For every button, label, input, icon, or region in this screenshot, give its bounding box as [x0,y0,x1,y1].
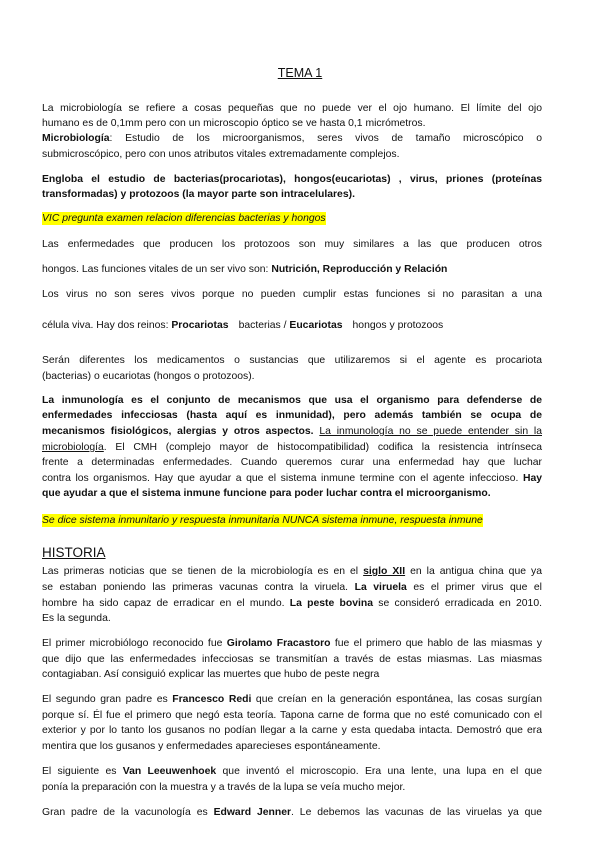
paragraph-virus: Los virus no son seres vivos porque no pueden cumplir estas funciones si no parasitan a una [42,289,542,300]
reinos-text: célula viva. Hay dos reinos: [42,320,172,331]
historia-p5-line1 [42,805,542,821]
highlight-note-2 [42,513,542,529]
reino-eucariotas: Eucariotas [289,320,343,331]
inmunologia-bold-7: que ayudar a que el sistema inmune funcione para poder luchar contra el microorganismo. [42,488,491,499]
h2-l1-a: El primer microbiólogo reconocido fue [42,638,227,649]
h1-l3-a: hombre ha sido capaz de erradicar en el mundo. [42,598,290,609]
la-viruela: La viruela [354,582,407,593]
inmunologia-underlined-2: microbiología [42,442,104,453]
la-peste-bovina: La peste bovina [289,598,374,609]
definition-text: : Estudio de los microorganismos, seres vivos de tamaño microscópico o [109,133,542,144]
girolamo-fracastoro: Girolamo Fracastoro [226,638,331,649]
inmunologia-bold-3: mecanismos fisiológicos, alergias y otros aspectos. [42,426,314,437]
engloba-text-2: transformadas) y protozoos (la mayor parte son intracelulares). [42,189,355,200]
historia-p1-line2 [42,580,542,596]
funciones-bold: Nutrición, Reproducción y Relación [271,264,448,275]
hay-bold: Hay [522,473,542,484]
h1-l2-a: se estaban poniendo las primeras vacunas contra la viruela. [42,582,355,593]
highlighted-text-1: VIC pregunta examen relacion diferencias bacterias y hongos [42,213,326,224]
paragraph-inmunologia-line4 [42,440,542,456]
page-title: TEMA 1 [277,66,323,80]
h4-l1-c: que inventó el microscopio. Era una lente, una lupa en el que [216,766,542,777]
h4-l1-a: El siguiente es [42,766,123,777]
paragraph-inmunologia-line5: frente a determinadas enfermedades. Cuando queremos curar una enfermedad hay que luchar [42,457,542,468]
inmunologia-underlined-1: La inmunología no se puede entender sin la [319,426,542,437]
paragraph-engloba-line1 [42,172,542,188]
historia-p3-line2: porque sí. Él fue el primero que negó esta teoría. Tapona carne de forma que no esté comunicado con el [42,710,542,721]
historia-p4-line1 [42,764,542,780]
historia-p2-line2: que dijo que las enfermedades infecciosas se transmitían a través de estas miasmas. Las miasmas [42,654,542,665]
historia-p1-line1 [42,564,542,580]
funciones-text: hongos. Las funciones vitales de un ser vivo son: [42,264,272,275]
eucariotas-desc: hongos y protozoos [352,320,444,331]
paragraph-reinos [42,318,542,334]
francesco-redi: Francesco Redi [172,694,252,705]
paragraph-protozoos: Las enfermedades que producen los protozoos son muy similares a las que producen otros [42,239,542,250]
h3-l1-c: que creían en la generación espontánea, las cosas surgían [251,694,542,705]
paragraph-medicamentos-line2: (bacterias) o eucariotas (hongos o protozoos). [42,371,255,382]
highlight-note-1 [42,211,542,227]
historia-p1-line3 [42,596,542,612]
h1-text-a: Las primeras noticias que se tienen de la microbiología es en el [42,566,364,577]
h5-a: Gran padre de la vacunología es [42,807,214,818]
inmunologia-bold-1: La inmunología es el conjunto de mecanismos que usa el organismo para defenderse de [42,395,542,406]
term-microbiologia: Microbiología [42,133,110,144]
h5-c: . Le debemos las vacunas de las viruelas ya que [291,807,543,818]
organismos-text: contra los organismos. Hay que ayudar a que el sistema inmune termine con el agente infeccioso. [42,473,523,484]
paragraph-inmunologia-line3 [42,424,542,440]
historia-p4-line2: ponía la preparación con la muestra y a través de la lupa se veía mucho mejor. [42,782,406,793]
engloba-text-1: Engloba el estudio de bacterias(procariotas), hongos(eucariotas) , virus, priones (proteínas [42,174,542,185]
inmunologia-bold-2b: pero además también se ocupa de [334,410,542,421]
paragraph-intro-line1: La microbiología se refiere a cosas pequeñas que no puede ver el ojo humano. El límite del ojo [42,103,542,114]
paragraph-inmunologia-line6 [42,471,542,487]
edward-jenner: Edward Jenner [213,807,292,818]
paragraph-intro-line3 [42,131,542,147]
paragraph-inmunologia-line1 [42,393,542,409]
paragraph-intro-line2: humano es de 0,1mm pero con un microscopio óptico se ve hasta 0,1 micrómetros. [42,118,426,129]
van-leeuwenhoek: Van Leeuwenhoek [122,766,217,777]
paragraph-engloba-line2 [42,187,542,203]
historia-p2-line3: contagiaban. Así consiguió explicar las muertes que hubo de peste negra [42,669,380,680]
paragraph-medicamentos-line1: Serán diferentes los medicamentos o sustancias que utilizaremos si el agente es procariota [42,355,542,366]
historia-p2-line1 [42,636,542,652]
reino-procariotas: Procariotas [171,320,229,331]
siglo-xii: siglo XII [363,566,406,577]
historia-p3-line4: mentira que los gusanos y enfermedades aparecieses espontáneamente. [42,741,381,752]
paragraph-inmunologia-line2 [42,408,542,424]
h1-l3-c: se consideró erradicada en 2010. [373,598,542,609]
h3-l1-a: El segundo gran padre es [42,694,173,705]
historia-p3-line3: exterior y por lo tanto los gusanos no podían llegar a la carne y esta quedaba intacta. Demostró que era [42,725,542,736]
historia-p1-line4: Es la segunda. [42,613,111,624]
h1-l2-c: es el primer virus que el [406,582,542,593]
h2-l1-c: fue el primero que hablo de las miasmas y [330,638,542,649]
historia-p3-line1 [42,692,542,708]
procariotas-desc: bacterias / [238,320,290,331]
h1-text-c: en la antigua china que ya [405,566,542,577]
highlighted-text-2: Se dice sistema inmunitario y respuesta inmunitaria NUNCA sistema inmune, respuesta inmune [42,515,483,526]
paragraph-funciones-vitales [42,262,542,278]
paragraph-inmunologia-line7 [42,486,542,502]
section-heading-historia: HISTORIA [42,545,106,560]
cmh-text: . El CMH (complejo mayor de histocompatibilidad) codifica la resistencia intrínseca [103,442,542,453]
paragraph-intro-line4: submicroscópico, pero con unos atributos vitales extremadamente complejos. [42,149,400,160]
inmunologia-bold-2: enfermedades infecciosas (hasta aquí es inmunidad), [42,410,335,421]
